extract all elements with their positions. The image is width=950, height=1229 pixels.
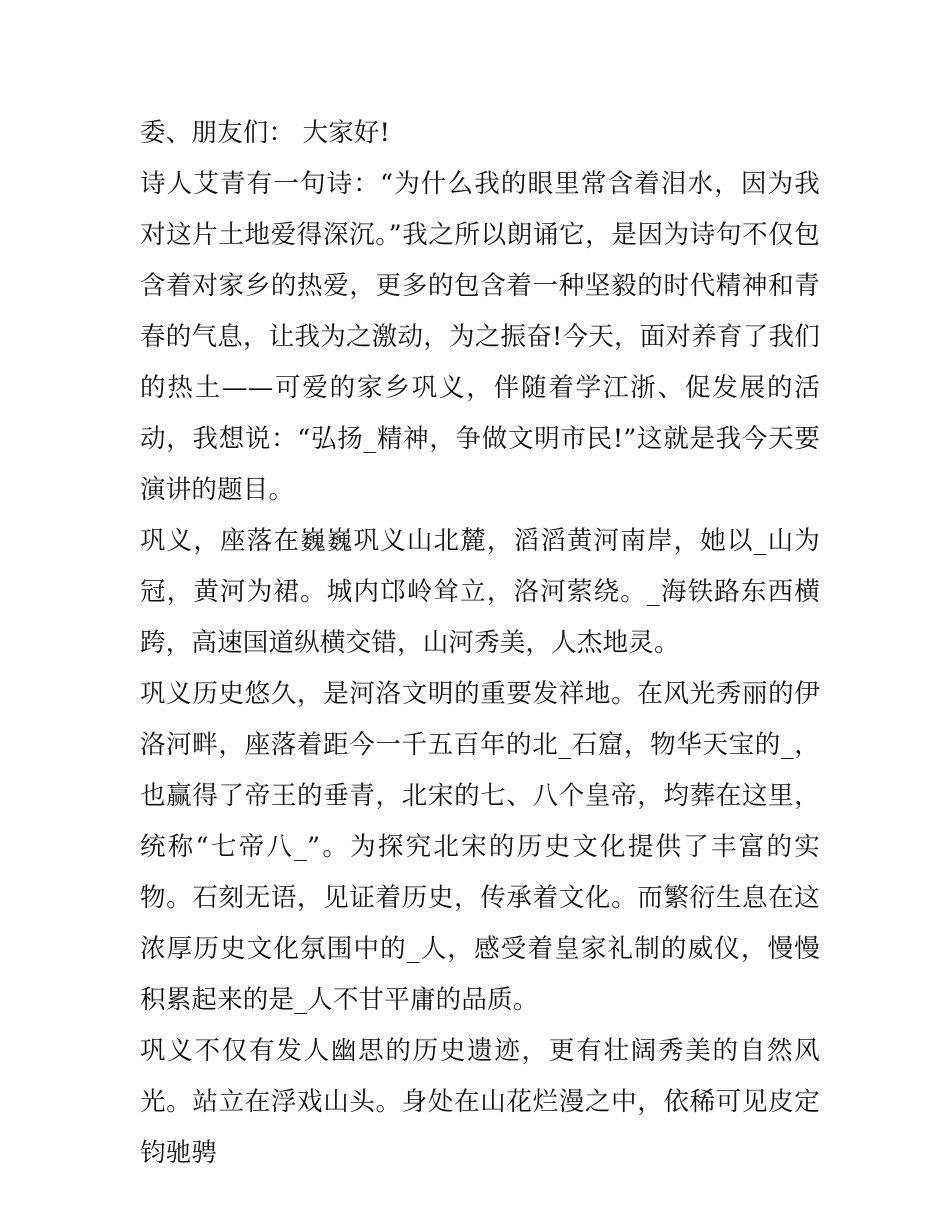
greeting-paragraph: 委、朋友们： 大家好! xyxy=(140,118,391,148)
paragraph-geography: 巩义，座落在巍巍巩义山北麓，滔滔黄河南岸，她以_山为冠，黄河为裙。城内邙岭耸立，洛河萦绕。_海铁路东西横跨，高速国道纵横交错，山河秀美，人杰地灵。 xyxy=(140,526,820,658)
document-body xyxy=(140,108,820,1179)
paragraph-poem-intro: 诗人艾青有一句诗：“为什么我的眼里常含着泪水，因为我对这片土地爱得深沉。”我之所以朗诵它，是因为诗句不仅包含着对家乡的热爱，更多的包含着一种坚毅的时代精神和青春的气息，让我为之激动，为之振奋!今天，面对养育了我们的热土——可爱的家乡巩义，伴随着学江浙、促发展的活动，我想说：“弘扬_精神，争做文明市民!”这就是我今天要演讲的题目。 xyxy=(140,169,820,505)
paragraph-scenery: 巩义不仅有发人幽思的历史遗迹，更有壮阔秀美的自然风光。站立在浮戏山头。身处在山花烂漫之中，依稀可见皮定钧驰骋 xyxy=(140,1036,820,1168)
paragraph-history: 巩义历史悠久，是河洛文明的重要发祥地。在风光秀丽的伊洛河畔，座落着距今一千五百年的北_石窟，物华天宝的_，也赢得了帝王的垂青，北宋的七、八个皇帝，均葬在这里，统称“七帝八_”。为探究北宋的历史文化提供了丰富的实物。石刻无语，见证着历史，传承着文化。而繁衍生息在这浓厚历史文化氛围中的_人，感受着皇家礼制的威仪，慢慢积累起来的是_人不甘平庸的品质。 xyxy=(140,679,820,1015)
